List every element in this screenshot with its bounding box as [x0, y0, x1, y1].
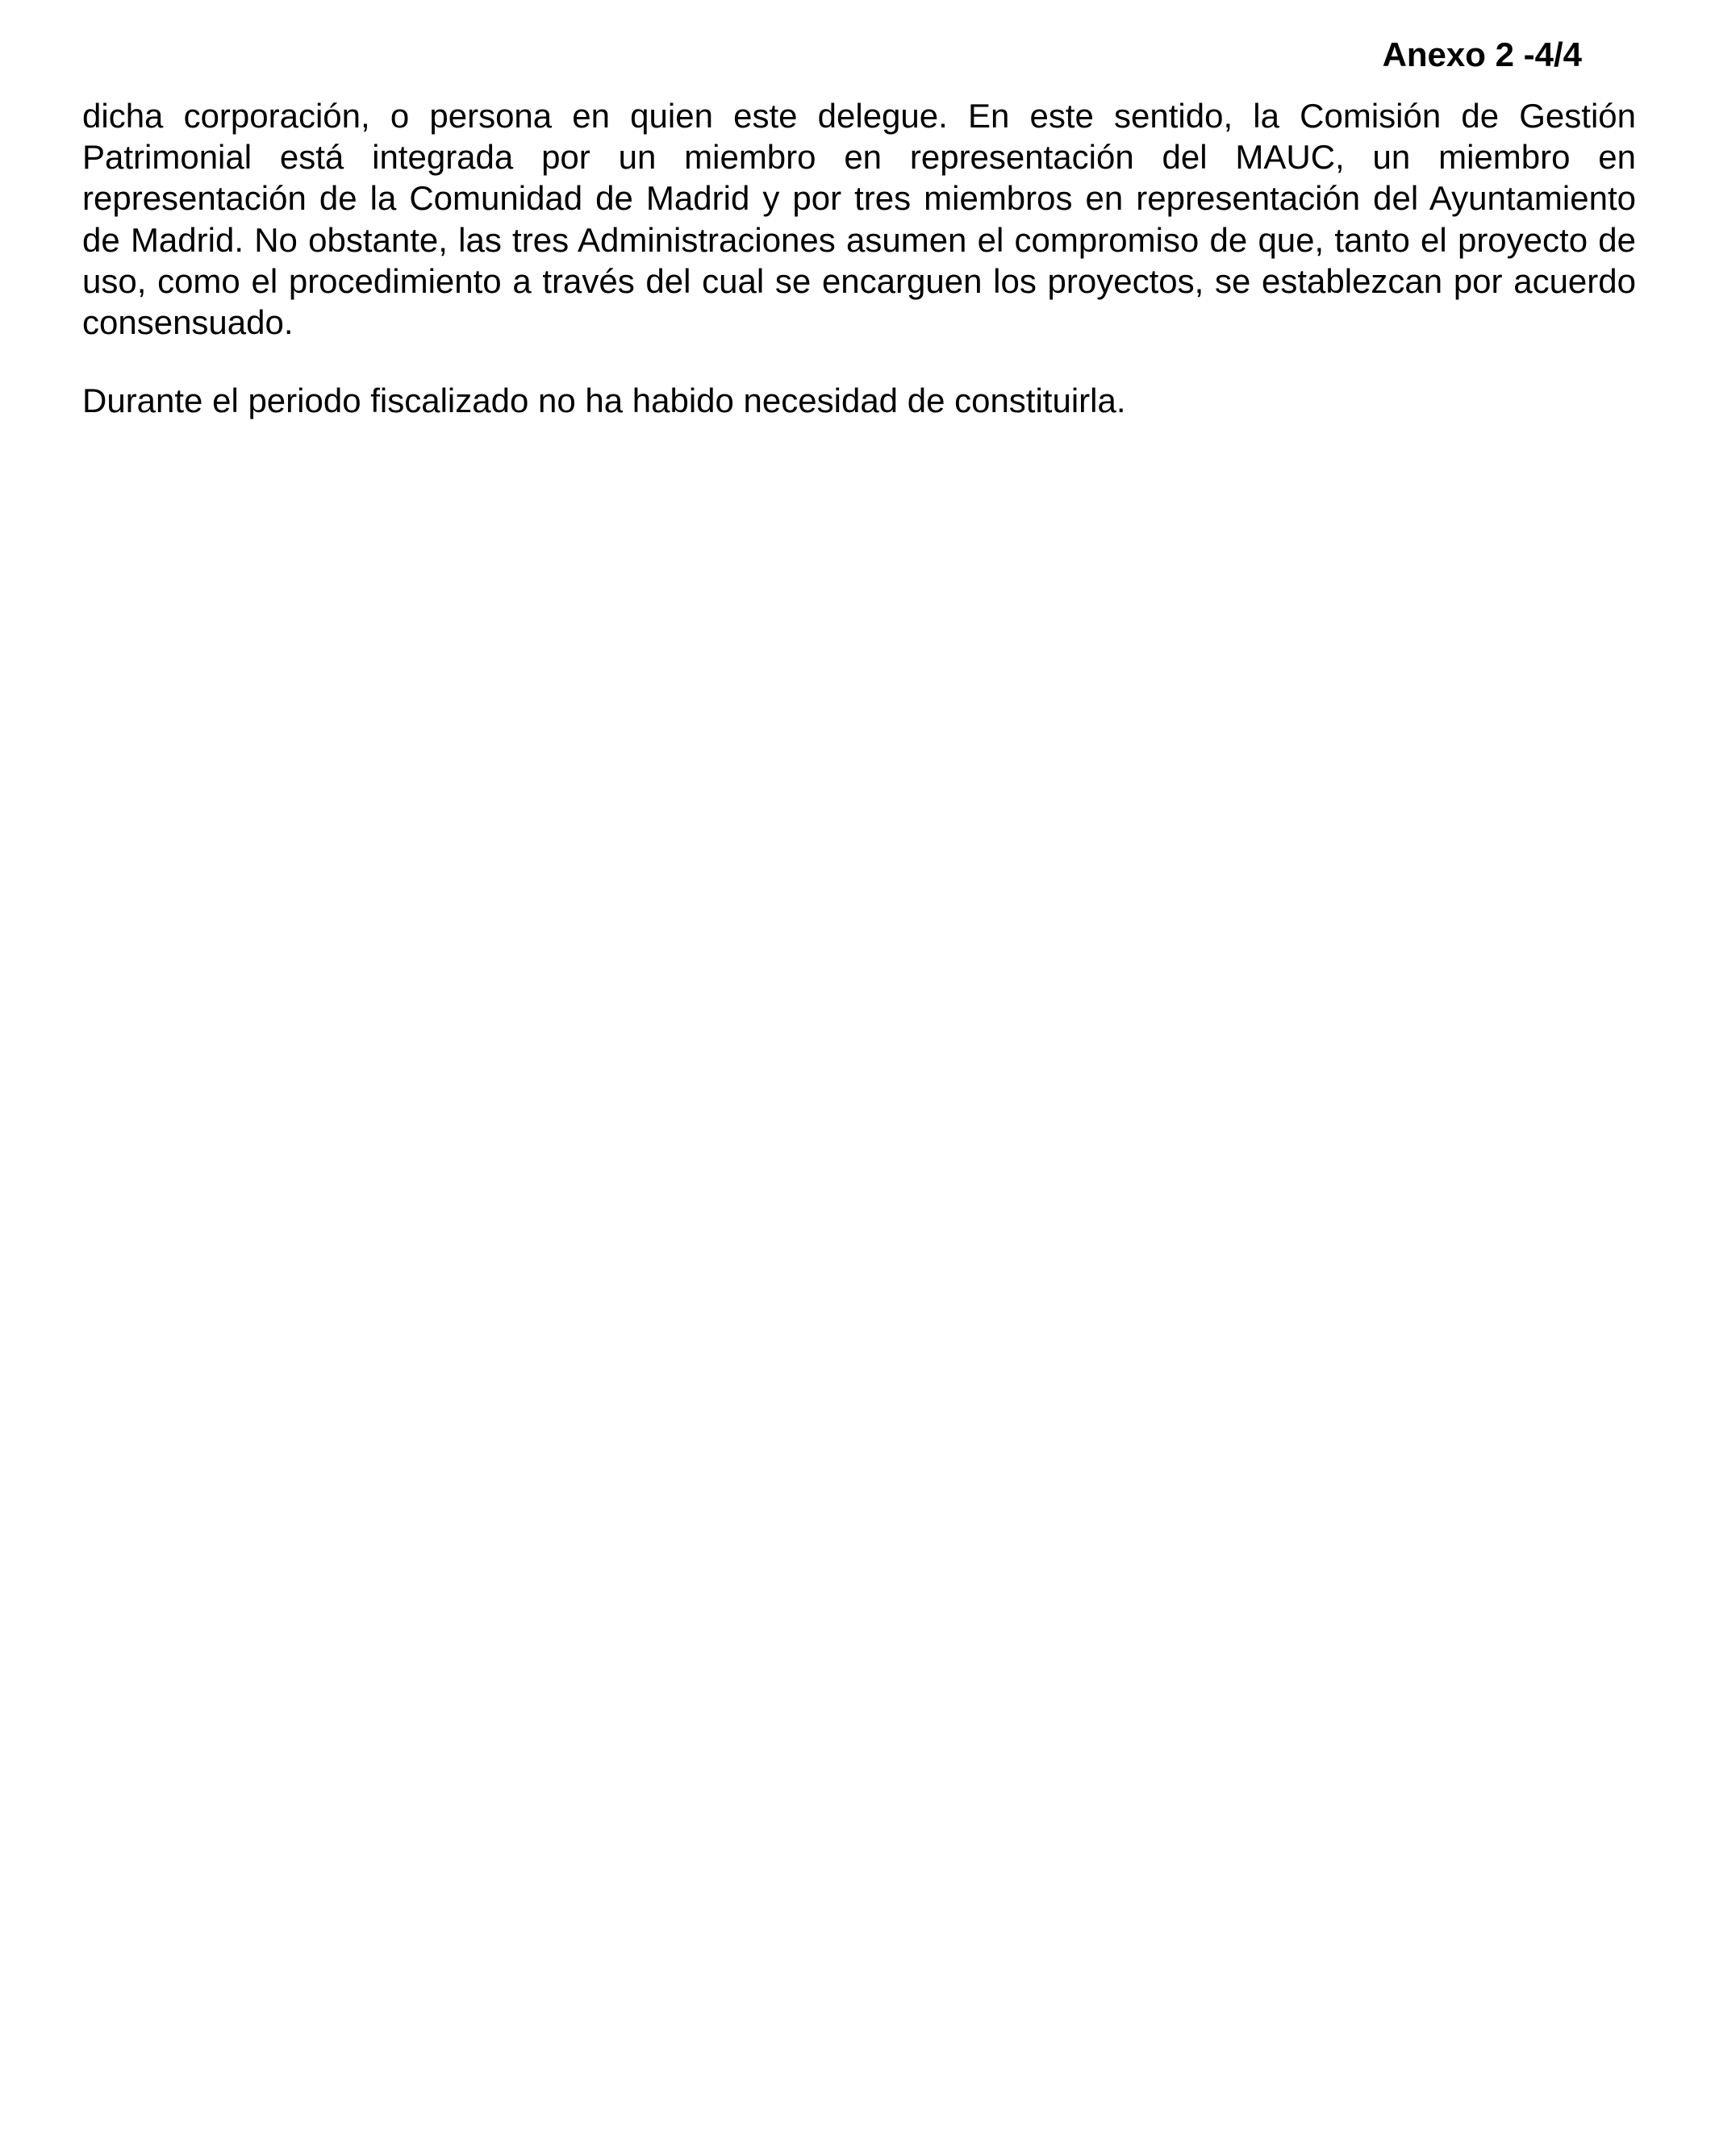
body-paragraph-2: Durante el periodo fiscalizado no ha habido necesidad de constituirla.: [82, 382, 1126, 420]
annex-page-label: Anexo 2 -4/4: [1382, 35, 1582, 73]
body-paragraph-1: dicha corporación, o persona en quien este delegue. En este sentido, la Comisión de Gestión Patrimonial está integrada por un miembro en representación del MAUC, un miembro en representación de la Comunidad de Madrid y por tres miembros en representación del Ayuntamiento de Madrid. No obstante, las tres Administraciones asumen el compromiso de que, tanto el proyecto de uso, como el procedimiento a través del cual se encarguen los proyectos, se establezcan por acuerdo consensuado.: [82, 97, 1636, 342]
document-body: [82, 95, 1636, 421]
